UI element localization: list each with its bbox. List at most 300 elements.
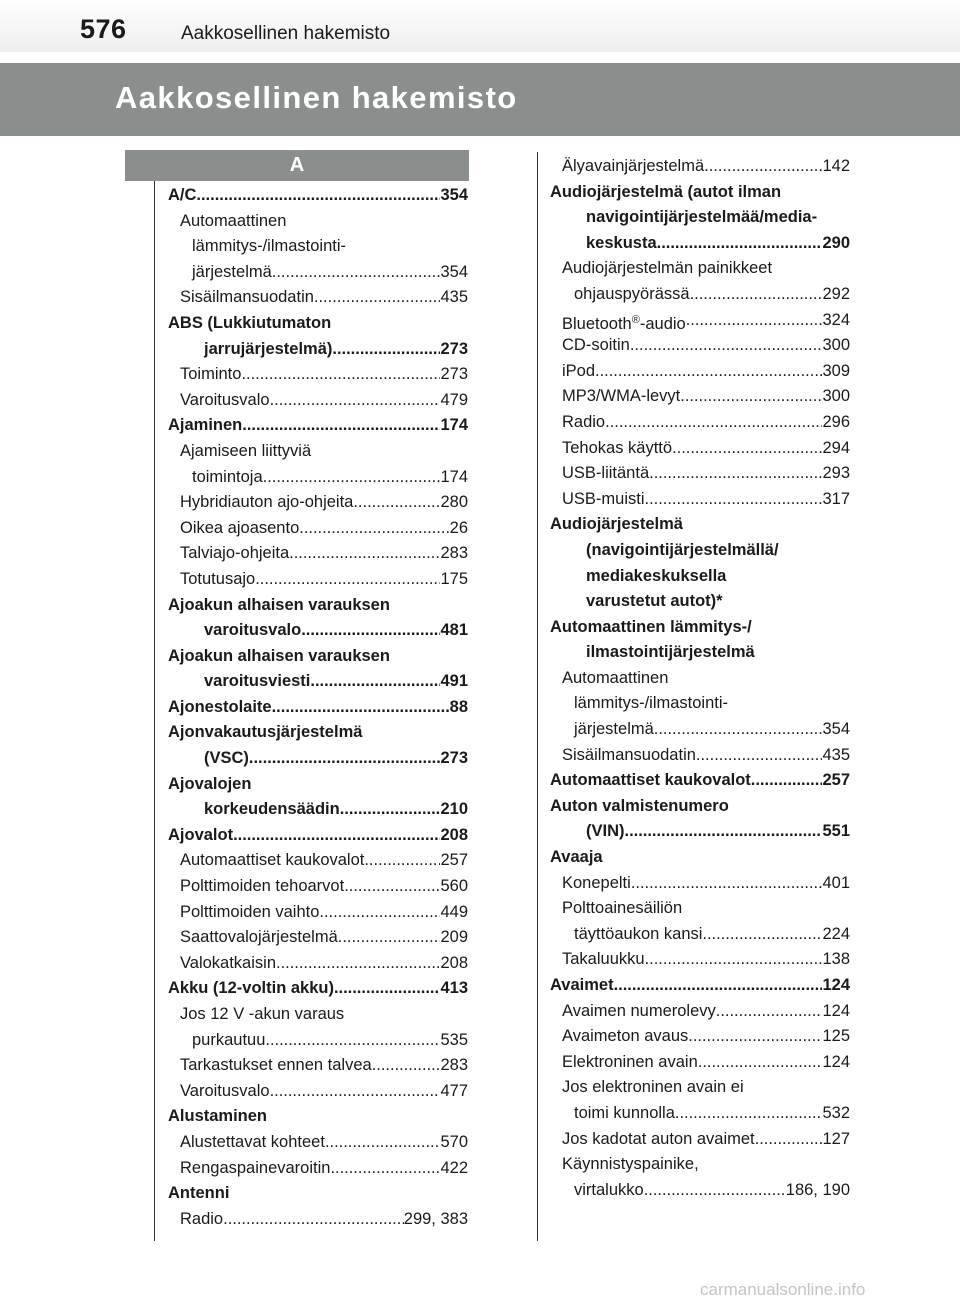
index-entry-term: ohjauspyörässä: [574, 284, 690, 303]
index-entry-text: [550, 180, 781, 206]
page-reference: 208: [440, 953, 468, 972]
page-reference: 290: [822, 233, 850, 252]
page-reference: 300: [822, 387, 850, 406]
index-entry: [168, 772, 468, 798]
dot-leader: [686, 308, 823, 334]
index-entry-term: Tarkastukset ennen talvea: [180, 1056, 372, 1075]
page-reference: 479: [440, 390, 468, 409]
index-entry-term: CD-soitin: [562, 336, 630, 355]
page-reference: 273: [440, 339, 468, 358]
index-entry-term: virtalukko: [574, 1180, 644, 1199]
index-entry: [168, 1130, 468, 1156]
index-entry: [168, 1079, 468, 1105]
index-entry-term: korkeudensäädin: [204, 800, 340, 819]
page-reference: 317: [822, 489, 850, 508]
index-entry: [550, 589, 850, 615]
dot-leader: [289, 541, 440, 567]
index-entry: [168, 976, 468, 1002]
index-entry-text: [562, 384, 680, 410]
index-entry-term: keskusta: [586, 233, 657, 252]
index-entry-text: [562, 333, 630, 359]
index-entry: [550, 1050, 850, 1076]
page-reference: 560: [440, 877, 468, 896]
index-entry: [168, 439, 468, 465]
dot-leader: [276, 951, 440, 977]
index-entry: [168, 1002, 468, 1028]
index-entry-text: [168, 593, 390, 619]
index-entry-term: ilmastointijärjestelmä: [586, 643, 755, 662]
dot-leader: [340, 797, 441, 823]
dot-leader: [353, 490, 440, 516]
index-entry-text: [550, 794, 729, 820]
page-reference: 283: [440, 544, 468, 563]
index-entry-text: [192, 1028, 265, 1054]
index-entry-term: Ajonestolaite: [168, 697, 272, 716]
index-entry-term: lämmitys-/ilmastointi-: [574, 694, 729, 713]
index-entry: [550, 615, 850, 641]
index-entry-term: Rengaspainevaroitin: [180, 1158, 331, 1177]
index-entry-text: [180, 1156, 330, 1182]
index-entry-text: [562, 308, 686, 334]
index-entry-term: Radio: [562, 412, 606, 431]
dot-leader: [702, 922, 822, 948]
dot-leader: [233, 823, 440, 849]
index-entry-text: [168, 772, 251, 798]
page-reference: 422: [440, 1158, 468, 1177]
registered-mark: ®: [631, 313, 640, 326]
index-entry-text: [180, 1130, 325, 1156]
index-entry-term: Jos 12 V -akun varaus: [180, 1005, 345, 1023]
index-entry: [168, 925, 468, 951]
dot-leader: [319, 900, 440, 926]
index-entry-term: jarrujärjestelmä): [204, 339, 333, 358]
index-entry-text: [180, 925, 338, 951]
index-entry-term: järjestelmä: [192, 262, 272, 281]
index-entry-term: lämmitys-/ilmastointi-: [192, 237, 347, 256]
dot-leader: [196, 183, 440, 209]
index-entry-text: [586, 231, 657, 257]
page-title: Aakkosellinen hakemisto: [115, 80, 518, 115]
page-reference: 413: [440, 979, 468, 998]
index-entry: [550, 461, 850, 487]
index-entry-text: [180, 874, 344, 900]
dot-leader: [644, 1178, 786, 1204]
index-entry-text: [168, 720, 362, 746]
index-entry-term: (navigointijärjestelmällä/: [586, 540, 779, 559]
index-entry-text: [586, 538, 779, 564]
page-reference: 208: [440, 825, 468, 844]
middle-column-rule: [537, 152, 538, 1241]
index-entry: [168, 797, 468, 823]
index-entry: [550, 333, 850, 359]
index-entry-text: [180, 541, 289, 567]
index-entry: [550, 871, 850, 897]
index-entry: [168, 260, 468, 286]
page-reference: 477: [440, 1081, 468, 1100]
index-entry-term: Ajamiseen liittyviä: [180, 441, 312, 460]
index-entry: [168, 209, 468, 235]
index-entry-term: Avaimeton avaus: [562, 1027, 689, 1046]
index-entry-text: [562, 1050, 698, 1076]
index-entry-term: Automaattiset kaukovalot: [180, 851, 365, 870]
index-entry: [550, 1152, 850, 1178]
index-entry: [550, 538, 850, 564]
index-entry-term: purkautuu: [192, 1030, 266, 1049]
index-entry: [550, 231, 850, 257]
index-entry-text: [574, 1178, 644, 1204]
index-entry: [550, 896, 850, 922]
index-entry-term: Varoitusvalo: [180, 1081, 270, 1100]
index-entry: [550, 845, 850, 871]
index-entry-text: [562, 461, 649, 487]
index-entry: [168, 465, 468, 491]
index-entry: [168, 490, 468, 516]
index-entry-text: [180, 388, 270, 414]
dot-leader: [310, 669, 440, 695]
index-entry-term: Polttoainesäiliön: [562, 899, 683, 918]
page-reference: 354: [822, 720, 850, 739]
dot-leader: [330, 1156, 440, 1182]
index-entry: [550, 819, 850, 845]
index-entry: [550, 922, 850, 948]
index-entry: [168, 1104, 468, 1130]
index-entry-text: [168, 311, 331, 337]
section-letter-header: A: [125, 150, 469, 181]
index-entry-text: [180, 209, 286, 235]
index-column-left: [168, 183, 468, 1232]
index-entry-term: Audiojärjestelmä: [550, 515, 683, 534]
watermark-text: carmanualsonline.info: [700, 1280, 866, 1299]
index-entry-term: Talviajo-ohjeita: [180, 544, 290, 563]
index-entry-term: Automaattinen lämmitys-/: [550, 617, 752, 636]
index-entry-text: [586, 205, 817, 231]
page-reference: 88: [449, 697, 468, 716]
index-entry-term: USB-muisti: [562, 489, 645, 508]
index-entry: [168, 951, 468, 977]
dot-leader: [672, 436, 822, 462]
index-entry: [550, 512, 850, 538]
dot-leader: [338, 925, 441, 951]
index-entry-term: Automaattinen: [562, 668, 669, 687]
index-entry-term: toimi kunnolla: [574, 1103, 675, 1122]
page-reference: 257: [822, 771, 850, 790]
index-entry: [550, 768, 850, 794]
dot-leader: [255, 567, 440, 593]
index-entry-term: Polttimoiden tehoarvot: [180, 877, 345, 896]
index-entry: [550, 282, 850, 308]
index-entry-term: Avaimet: [550, 976, 614, 994]
index-entry: [550, 691, 850, 717]
index-entry-text: [180, 567, 255, 593]
index-entry-text: [180, 1053, 372, 1079]
index-entry: [168, 337, 468, 363]
dot-leader: [299, 516, 449, 542]
page-reference: 324: [822, 310, 850, 329]
index-entry-text: [180, 1207, 223, 1233]
index-entry: [550, 717, 850, 743]
index-entry: [168, 1028, 468, 1054]
left-column-rule: [154, 181, 155, 1241]
index-entry: [168, 183, 468, 209]
page-reference: 283: [440, 1056, 468, 1075]
index-entry-term: iPod: [562, 361, 596, 380]
index-entry-text: [574, 282, 690, 308]
index-entry: [168, 516, 468, 542]
index-entry-text: [562, 999, 716, 1025]
index-entry-text: [204, 797, 340, 823]
page-number: 576: [80, 14, 127, 44]
dot-leader: [325, 1130, 441, 1156]
index-entry-text: [180, 490, 353, 516]
index-entry-term: Alustaminen: [168, 1107, 268, 1126]
page-reference: 354: [440, 186, 468, 204]
dot-leader: [270, 388, 441, 414]
index-entry-term: Polttimoiden vaihto: [180, 902, 320, 921]
dot-leader: [332, 337, 440, 363]
index-entry: [550, 564, 850, 590]
index-entry-text: [180, 900, 319, 926]
dot-leader: [242, 413, 440, 439]
page-reference: 125: [822, 1027, 850, 1046]
page-reference: 491: [440, 672, 468, 691]
index-entry: [550, 308, 850, 334]
index-entry: [550, 1127, 850, 1153]
index-entry: [168, 541, 468, 567]
page-reference: 435: [822, 745, 850, 764]
dot-leader: [680, 384, 822, 410]
index-entry: [168, 848, 468, 874]
page-reference: 280: [440, 493, 468, 512]
index-entry-term: toimintoja: [192, 467, 263, 486]
index-entry: [550, 359, 850, 385]
index-entry: [550, 154, 850, 180]
dot-leader: [698, 1050, 823, 1076]
index-entry-text: [192, 465, 263, 491]
index-entry-term: Oikea ajoasento: [180, 518, 300, 537]
index-entry-text: [180, 362, 241, 388]
index-entry-term: Saattovalojärjestelmä: [180, 928, 338, 947]
page-reference: 354: [440, 262, 468, 281]
dot-leader: [704, 154, 822, 180]
page-reference: 127: [822, 1129, 850, 1148]
page-reference: 124: [822, 1001, 850, 1020]
page-reference: 273: [440, 365, 468, 384]
index-entry: [550, 487, 850, 513]
index-entry-term: täyttöaukon kansi: [574, 924, 703, 943]
index-entry-text: [562, 1152, 699, 1178]
index-entry-text: [204, 337, 332, 363]
dot-leader: [223, 1207, 404, 1233]
index-entry-text: [562, 436, 672, 462]
dot-leader: [654, 717, 823, 743]
index-entry-term: Jos kadotat auton avaimet: [562, 1129, 755, 1148]
index-entry-term: Automaattinen: [180, 211, 287, 230]
index-entry-text: [168, 1181, 229, 1207]
index-entry-term: varoitusviesti: [204, 672, 311, 691]
index-entry-term: Ajoakun alhaisen varauksen: [168, 595, 390, 614]
page-header-band: [0, 0, 960, 52]
index-entry-text: [574, 717, 654, 743]
index-entry-text: [586, 589, 723, 615]
index-entry-text: [562, 743, 696, 769]
index-entry-term: Toiminto: [180, 365, 242, 384]
index-entry-text: [562, 666, 668, 692]
index-entry: [550, 256, 850, 282]
index-entry-term: varoitusvalo: [204, 621, 302, 640]
index-entry-term: ABS (Lukkiutumaton: [168, 313, 332, 332]
index-entry-text: [550, 512, 683, 538]
index-entry: [550, 794, 850, 820]
dot-leader: [614, 973, 823, 999]
dot-leader: [688, 1024, 822, 1050]
index-entry-text: [562, 947, 645, 973]
page-reference: 257: [440, 851, 468, 870]
index-entry: [550, 1075, 850, 1101]
dot-leader: [334, 976, 441, 1002]
index-entry-term: MP3/WMA-levyt: [562, 387, 681, 406]
page-reference: 296: [822, 412, 850, 431]
index-entry-text: [550, 845, 603, 871]
index-entry-term: Takaluukku: [562, 950, 645, 969]
index-entry-term: varustetut autot)*: [586, 592, 723, 611]
index-entry-term: Käynnistyspainike,: [562, 1155, 699, 1174]
index-entry-text: [168, 976, 334, 1002]
index-entry-term: Audiojärjestelmä (autot ilman: [550, 182, 782, 201]
index-entry: [168, 593, 468, 619]
index-entry-term: järjestelmä: [574, 720, 654, 739]
page-reference: 273: [440, 749, 468, 768]
index-entry-text: [180, 516, 299, 542]
dot-leader: [249, 746, 441, 772]
page-reference: 209: [440, 928, 468, 947]
dot-leader: [364, 848, 440, 874]
index-entry-text: [180, 285, 314, 311]
dot-leader: [675, 1101, 823, 1127]
page-reference: 224: [822, 924, 850, 943]
index-entry-term: Audiojärjestelmän painikkeet: [562, 259, 773, 278]
index-entry-term: Ajaminen: [168, 416, 243, 435]
dot-leader: [657, 231, 823, 257]
page-reference: 551: [822, 822, 850, 841]
page-reference: 570: [440, 1132, 468, 1151]
page-reference: 299, 383: [403, 1209, 468, 1228]
index-entry: [168, 388, 468, 414]
dot-leader: [314, 285, 441, 311]
page-reference: 174: [440, 467, 468, 486]
index-entry: [168, 618, 468, 644]
dot-leader: [241, 362, 440, 388]
page-reference: 293: [822, 464, 850, 483]
index-entry-text: [574, 922, 702, 948]
index-entry-text: [180, 1079, 270, 1105]
index-entry-text: [562, 1127, 755, 1153]
index-entry-term: Valokatkaisin: [180, 953, 276, 972]
index-entry-term: Älyavainjärjestelmä: [562, 157, 705, 175]
dot-leader: [631, 871, 823, 897]
index-entry: [168, 720, 468, 746]
index-entry: [168, 746, 468, 772]
index-entry-text: [180, 951, 276, 977]
index-entry-text: [204, 746, 249, 772]
index-column-right: [550, 154, 850, 1203]
index-entry-text: [562, 896, 682, 922]
page-reference: 124: [822, 1052, 850, 1071]
index-entry-term: Ajovalot: [168, 825, 234, 844]
page-reference: 309: [822, 361, 850, 380]
page-reference: 401: [822, 873, 850, 892]
index-entry: [168, 1053, 468, 1079]
index-entry: [168, 413, 468, 439]
index-entry-text: [180, 1002, 344, 1028]
index-entry-text: [168, 183, 196, 209]
index-entry-text: [562, 410, 605, 436]
index-entry: [550, 999, 850, 1025]
dot-leader: [696, 743, 823, 769]
index-entry-term: Sisäilmansuodatin: [562, 745, 696, 764]
index-entry-term: USB-liitäntä: [562, 464, 650, 483]
index-entry-text: [192, 234, 346, 260]
index-entry-term-suffix: -audio: [639, 314, 686, 333]
index-entry: [168, 669, 468, 695]
page-reference: 142: [822, 157, 850, 175]
page-reference: 481: [440, 621, 468, 640]
dot-leader: [751, 768, 823, 794]
index-entry: [550, 640, 850, 666]
index-entry-text: [204, 669, 310, 695]
page-reference: 138: [822, 950, 850, 969]
dot-leader: [605, 410, 822, 436]
index-entry-text: [586, 819, 625, 845]
index-entry: [550, 384, 850, 410]
page-reference: 535: [440, 1030, 468, 1049]
index-entry-text: [562, 1075, 744, 1101]
index-entry-term: Bluetooth: [562, 314, 632, 333]
dot-leader: [270, 1079, 441, 1105]
index-entry-term: navigointijärjestelmää/media-: [586, 208, 818, 227]
index-entry: [550, 1178, 850, 1204]
page-reference: 532: [822, 1103, 850, 1122]
index-entry-term: Totutusajo: [180, 569, 256, 588]
index-entry-text: [562, 256, 772, 282]
index-entry-text: [562, 359, 595, 385]
index-entry-text: [562, 487, 645, 513]
index-entry-term: Automaattiset kaukovalot: [550, 771, 751, 790]
index-entry: [168, 1181, 468, 1207]
index-entry-term: Jos elektroninen avain ei: [562, 1078, 744, 1097]
index-entry: [550, 973, 850, 999]
index-entry-text: [550, 615, 752, 641]
index-entry-text: [180, 848, 364, 874]
dot-leader: [301, 618, 440, 644]
index-entry-text: [180, 439, 311, 465]
index-entry-text: [168, 823, 233, 849]
dot-leader: [645, 487, 823, 513]
page-reference: 292: [822, 284, 850, 303]
index-entry-text: [550, 973, 614, 999]
index-entry: [550, 205, 850, 231]
dot-leader: [690, 282, 823, 308]
dot-leader: [344, 874, 440, 900]
dot-leader: [630, 333, 823, 359]
page-reference: 124: [822, 976, 850, 994]
index-entry: [168, 900, 468, 926]
dot-leader: [755, 1127, 823, 1153]
index-entry: [550, 1024, 850, 1050]
page-reference: 210: [440, 800, 468, 819]
dot-leader: [263, 465, 441, 491]
index-entry-text: [204, 618, 301, 644]
index-entry-term: Konepelti: [562, 873, 631, 892]
